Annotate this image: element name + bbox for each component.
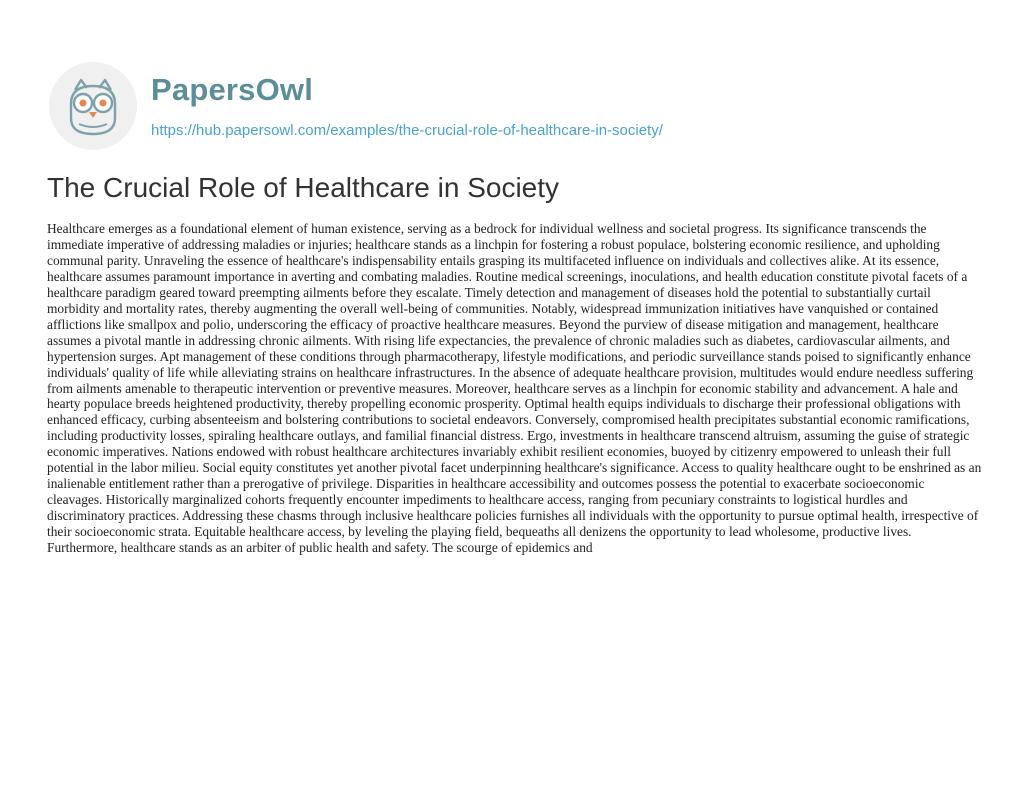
brand-block — [151, 72, 663, 140]
source-url-link[interactable]: https://hub.papersowl.com/examples/the-crucial-role-of-healthcare-in-society/ — [151, 122, 663, 139]
owl-logo-icon — [47, 60, 139, 152]
site-header — [47, 60, 663, 152]
essay-body: Healthcare emerges as a foundational element of human existence, serving as a bedrock for individual wellness and societal progress. Its significance transcends the immediate imperative of addressing maladies or injuries; healthcare stands as a linchpin for fostering a robust populace, bolstering economic resilience, and upholding communal parity. Unraveling the essence of healthcare's indispensability entails grasping its multifaceted influence on individuals and collectives alike. At its essence, healthcare assumes paramount importance in averting and combating maladies. Routine medical screenings, inoculations, and health education constitute pivotal facets of a healthcare paradigm geared toward preempting ailments before they escalate. Timely detection and management of diseases hold the potential to substantially curtail morbidity and mortality rates, thereby augmenting the overall well-being of communities. Notably, widespread immunization initiatives have vanquished or contained afflictions like smallpox and polio, underscoring the efficacy of proactive healthcare measures. Beyond the purview of disease mitigation and management, healthcare assumes a pivotal mantle in addressing chronic ailments. With rising life expectancies, the prevalence of chronic maladies such as diabetes, cardiovascular ailments, and hypertension surges. Apt management of these conditions through pharmacotherapy, lifestyle modifications, and periodic surveillance stands poised to significantly enhance individuals' quality of life while alleviating strains on healthcare infrastructures. In the absence of adequate healthcare provision, multitudes would endure needless suffering from ailments amenable to therapeutic intervention or preventive measures. Moreover, healthcare serves as a linchpin for economic stability and advancement. A hale and hearty populace breeds heightened productivity, thereby propelling economic prosperity. Optimal health equips individuals to discharge their professional obligations with enhanced efficacy, curbing absenteeism and bolstering contributions to societal endeavors. Conversely, compromised health precipitates substantial economic ramifications, including productivity losses, spiraling healthcare outlays, and familial financial distress. Ergo, investments in healthcare transcend altruism, assuming the guise of strategic economic imperatives. Nations endowed with robust healthcare architectures invariably exhibit resilient economies, buoyed by citizenry empowered to unleash their full potential in the labor milieu. Social equity constitutes yet another pivotal facet underpinning healthcare's significance. Access to quality healthcare ought to be enshrined as an inalienable entitlement rather than a prerogative of privilege. Disparities in healthcare accessibility and outcomes possess the potential to exacerbate socioeconomic cleavages. Historically marginalized cohorts frequently encounter impediments to healthcare access, ranging from pecuniary constraints to logistical hurdles and discriminatory practices. Addressing these chasms through inclusive healthcare policies furnishes all individuals with the opportunity to pursue optimal health, irrespective of their socioeconomic strata. Equitable healthcare access, by leveling the playing field, bequeaths all denizens the opportunity to lead wholesome, productive lives. Furthermore, healthcare stands as an arbiter of public health and safety. The scourge of epidemics and — [47, 221, 982, 556]
essay-title: The Crucial Role of Healthcare in Society — [47, 172, 560, 203]
brand-name[interactable]: PapersOwl — [151, 72, 314, 107]
